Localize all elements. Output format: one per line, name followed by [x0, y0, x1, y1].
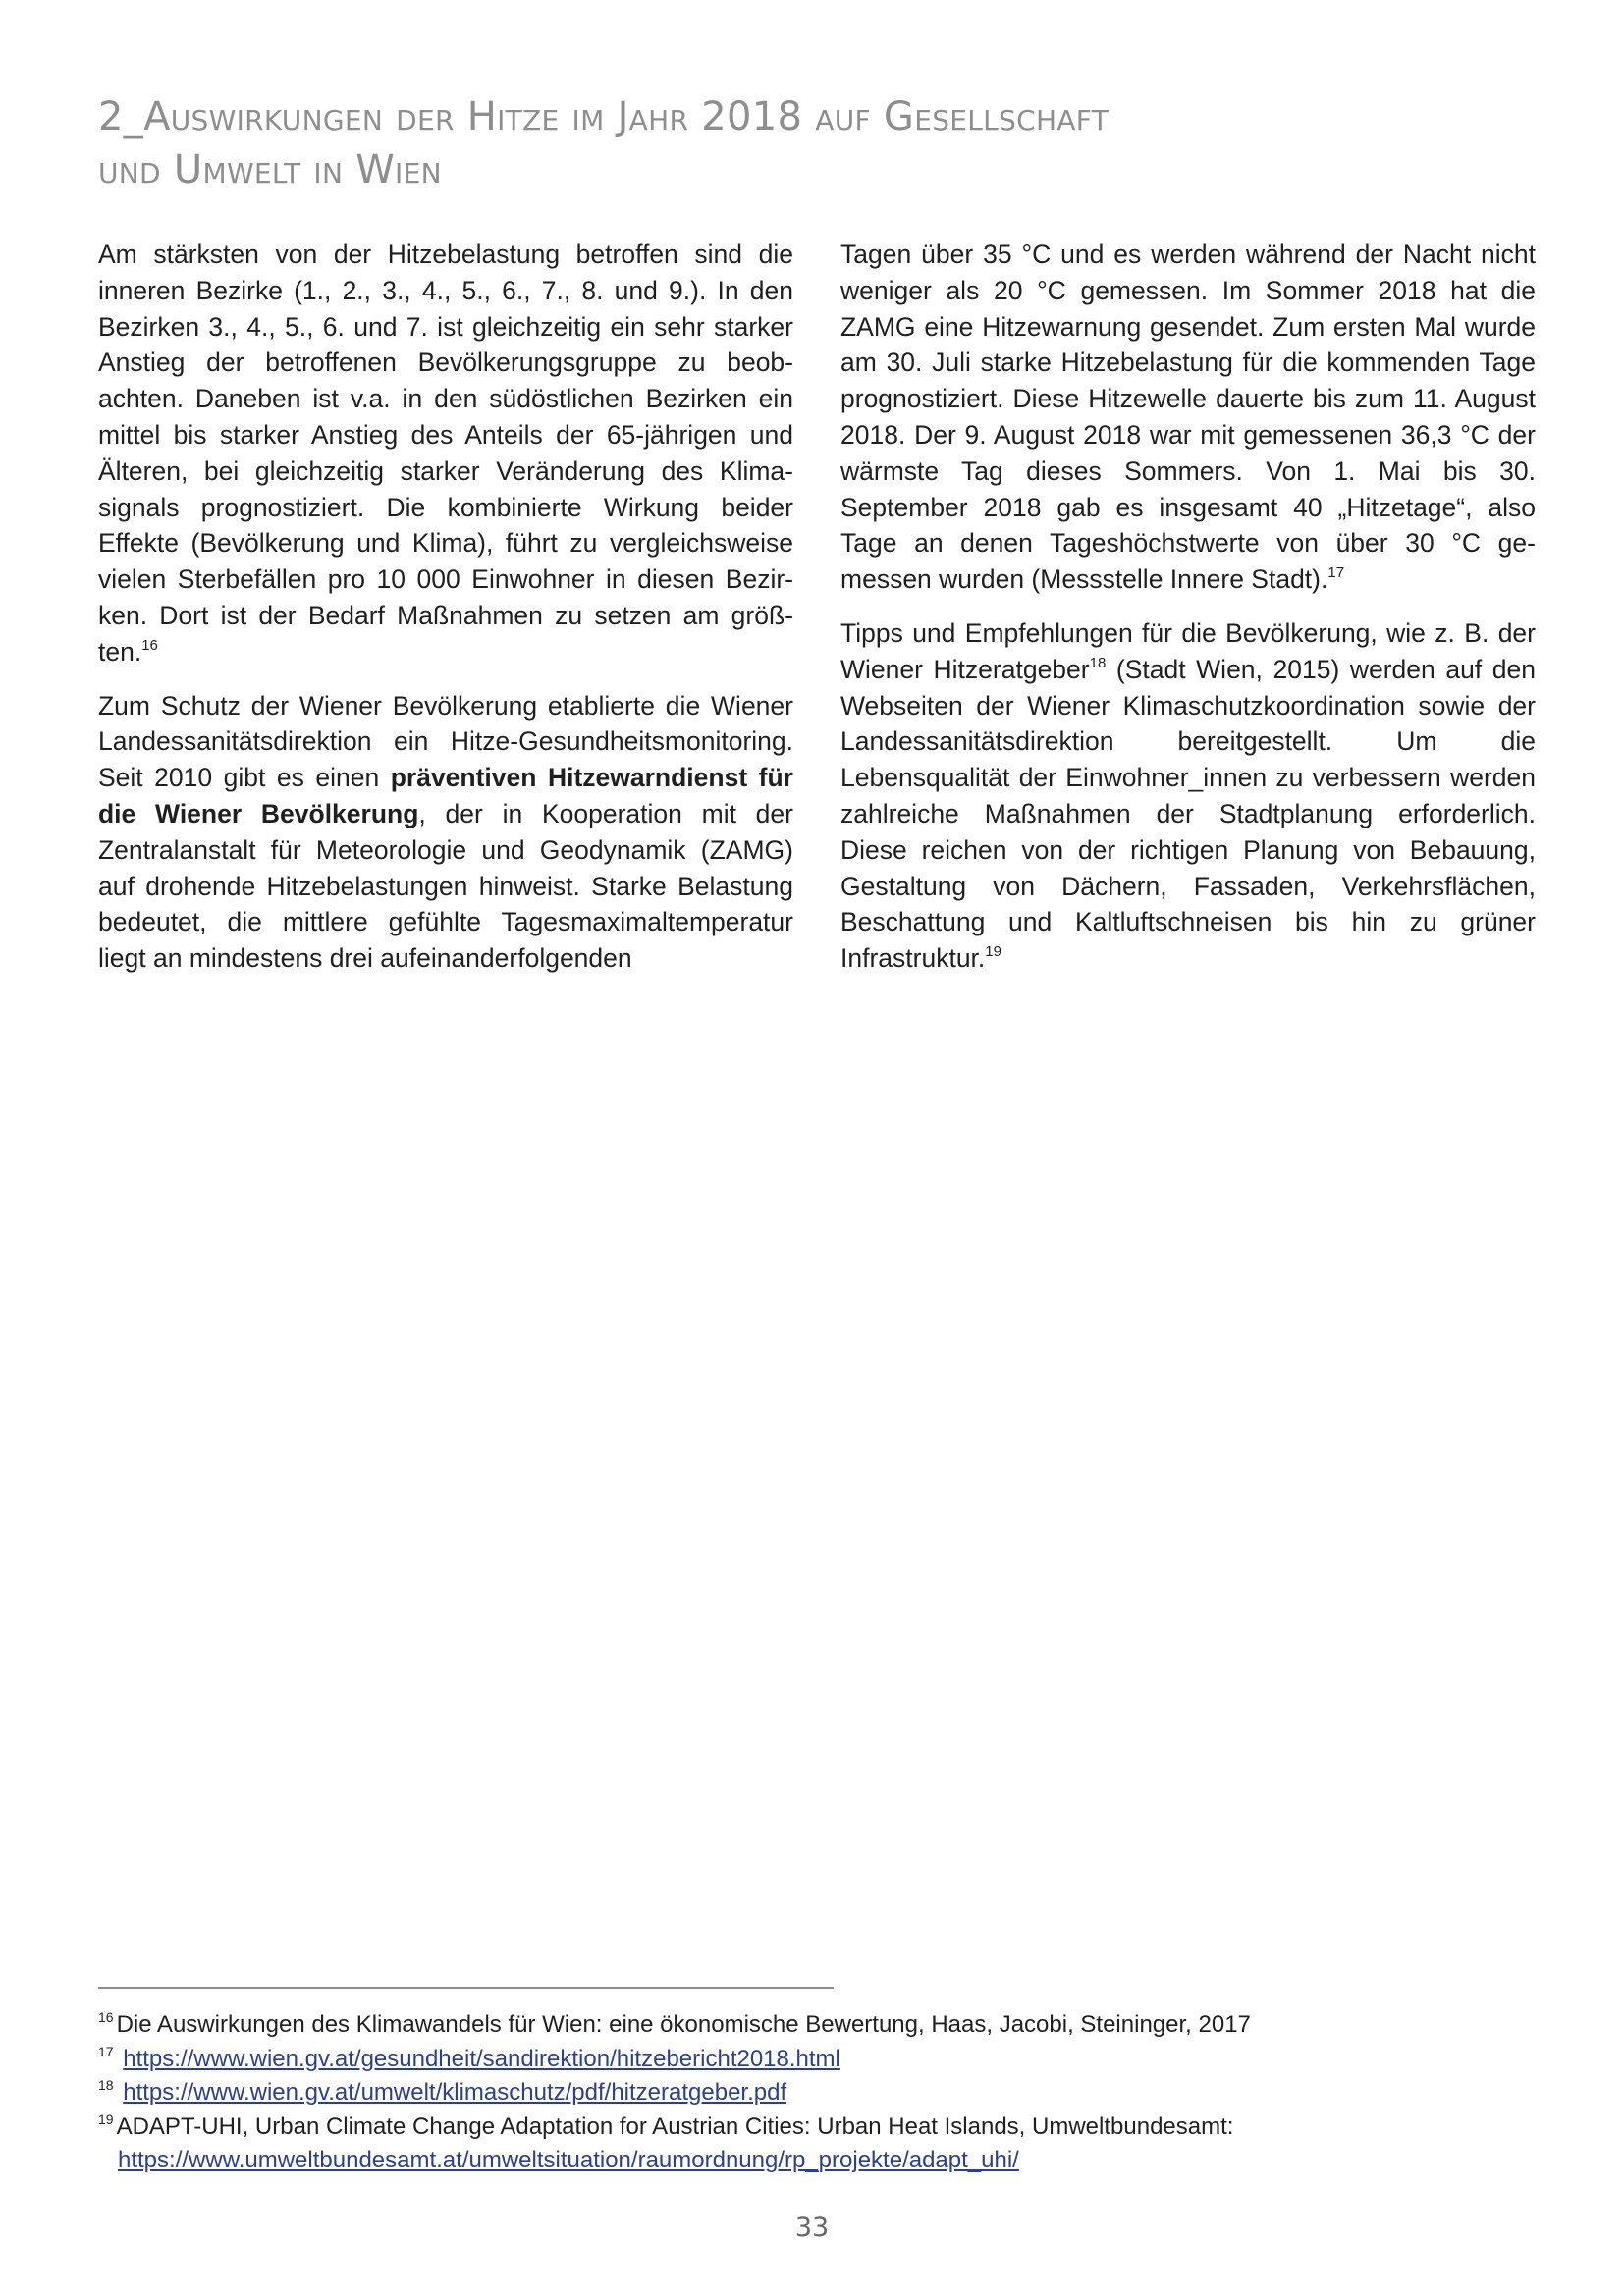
paragraph-tipps-empfehlungen: Tipps und Empfehlungen für die Bevölkerung, wie z. B. der Wiener Hitzeratgeber$^{18}$ (Stadt Wien, 2015) werden auf den Webseiten der Wiener Klimaschutzkoordination sowie der Landessanitätsdirektion bereitgestellt. Um die Lebensqualität der Einwohner_innen zu verbessern werden zahlreiche Maßnahmen der Stadtplanung erforderlich. Diese reichen von der richtigen Planung von Bebauung, Gestaltung von Dächern, Fassaden, Verkehrsflächen, Beschattung und Kaltluftschneisen bis hin zu grüner Infrastruktur.$^{19}$ [840, 617, 1536, 974]
footnote-18-link[interactable]: https://www.wien.gv.at/umwelt/klimaschutz/pdf/hitzeratgeber.pdf [123, 2079, 787, 2106]
footnote-ref-19[interactable]: 19 [985, 943, 1001, 961]
chapter-title [98, 90, 1276, 196]
page-number: 33 [794, 2213, 830, 2243]
footnote-ref-17[interactable]: 17 [1327, 564, 1345, 582]
paragraph-hitzewarndienst: Zum Schutz der Wiener Bevölkerung etablierte die Wiener Landessanitätsdirektion ein Hitze-Gesundheitsmonitoring. Seit 2010 gibt es einen präventiven Hitzewarndienst für die Wiener Bevölkerung, der in Kooperation mit der Zentralanstalt für Meteorologie und Geodynamik (ZAMG) auf drohende Hitzebelastungen hinweist. Starke Belastung bedeutet, die mittlere gefühlte Tagesmaximaltemperatur liegt an mindestens drei aufeinanderfolgenden [98, 690, 793, 974]
paragraph-hitzebelastung-bezirke: Am stärksten von der Hitzebelastung betroffen sind die inneren Bezirke (1., 2., 3., 4., 5., 6., 7., 8. und 9.). In den Bezirken 3., 4., 5., 6. und 7. ist gleichzeitig ein sehr starker Anstieg der betroffenen Bevölkerungsgruppe zu beobachten. Daneben ist v.a. in den südöstlichen Bezirken ein mittel bis starker Anstieg des Anteils der 65-jährigen und Älteren, bei gleichzeitig starker Veränderung des Klimasignals prognostiziert. Die kombinierte Wirkung beider Effekte (Bevölkerung und Klima), führt zu vergleichsweise vielen Sterbefällen pro 10 000 Einwohner in diesen Bezirken. Dort ist der Bedarf Maßnahmen zu setzen am größten.$^{16}$ [98, 240, 793, 667]
footnote-divider [98, 1987, 834, 1989]
chapter-title-line-2: und Umwelt in Wien [98, 147, 442, 192]
footnote-19: $^{19}$ ADAPT-UHI, Urban Climate Change Adaptation for Austrian Cities: Urban Heat Islands, Umweltbundesamt: https://www.umweltbundesamt.at/umweltsituation/raumordnung/rp_projekte/adapt_uhi/ [98, 2110, 1234, 2173]
chapter-title-line-1: 2_Auswirkungen der Hitze im Jahr 2018 auf Gesellschaft [98, 94, 1110, 139]
footnote-17-link[interactable]: https://www.wien.gv.at/gesundheit/sandirektion/hitzebericht2018.html [123, 2045, 840, 2072]
left-column [98, 237, 793, 994]
bold-hitzewarndienst: präventiven Hitzewarndienst für die Wiener Bevölkerung [98, 763, 793, 828]
right-column [840, 237, 1536, 994]
footnote-18: $^{18}$ https://www.wien.gv.at/umwelt/klimaschutz/pdf/hitzeratgeber.pdf [98, 2077, 787, 2106]
footnote-19-link[interactable]: https://www.umweltbundesamt.at/umweltsituation/raumordnung/rp_projekte/adapt_uhi/ [118, 2147, 1019, 2173]
footnotes [98, 2008, 1375, 2178]
footnote-16: $^{16}$ Die Auswirkungen des Klimawandels für Wien: eine ökonomische Bewertung, Haas, Jacobi, Steininger, 2017 [98, 2009, 1251, 2038]
footnote-ref-16[interactable]: 16 [141, 636, 158, 654]
footnote-ref-18[interactable]: 18 [1089, 654, 1107, 671]
paragraph-hitzewelle-2018: Tagen über 35 °C und es werden während der Nacht nicht weniger als 20 °C gemessen. Im Sommer 2018 hat die ZAMG eine Hitzewarnung gesendet. Zum ersten Mal wurde am 30. Juli starke Hitzebelastung für die kommenden Tage prognostiziert. Diese Hitzewelle dauerte bis zum 11. August 2018. Der 9. August 2018 war mit gemessenen 36,3 °C der wärmste Tag dieses Sommers. Von 1. Mai bis 30. September 2018 gab es insgesamt 40 „Hitzetage“, also Tage an denen Tageshöchstwerte von über 30 °C gemessen wurden (Messstelle Innere Stadt).$^{17}$ [840, 240, 1536, 595]
footnote-17: $^{17}$ https://www.wien.gv.at/gesundheit/sandirektion/hitzebericht2018.html [98, 2043, 840, 2072]
